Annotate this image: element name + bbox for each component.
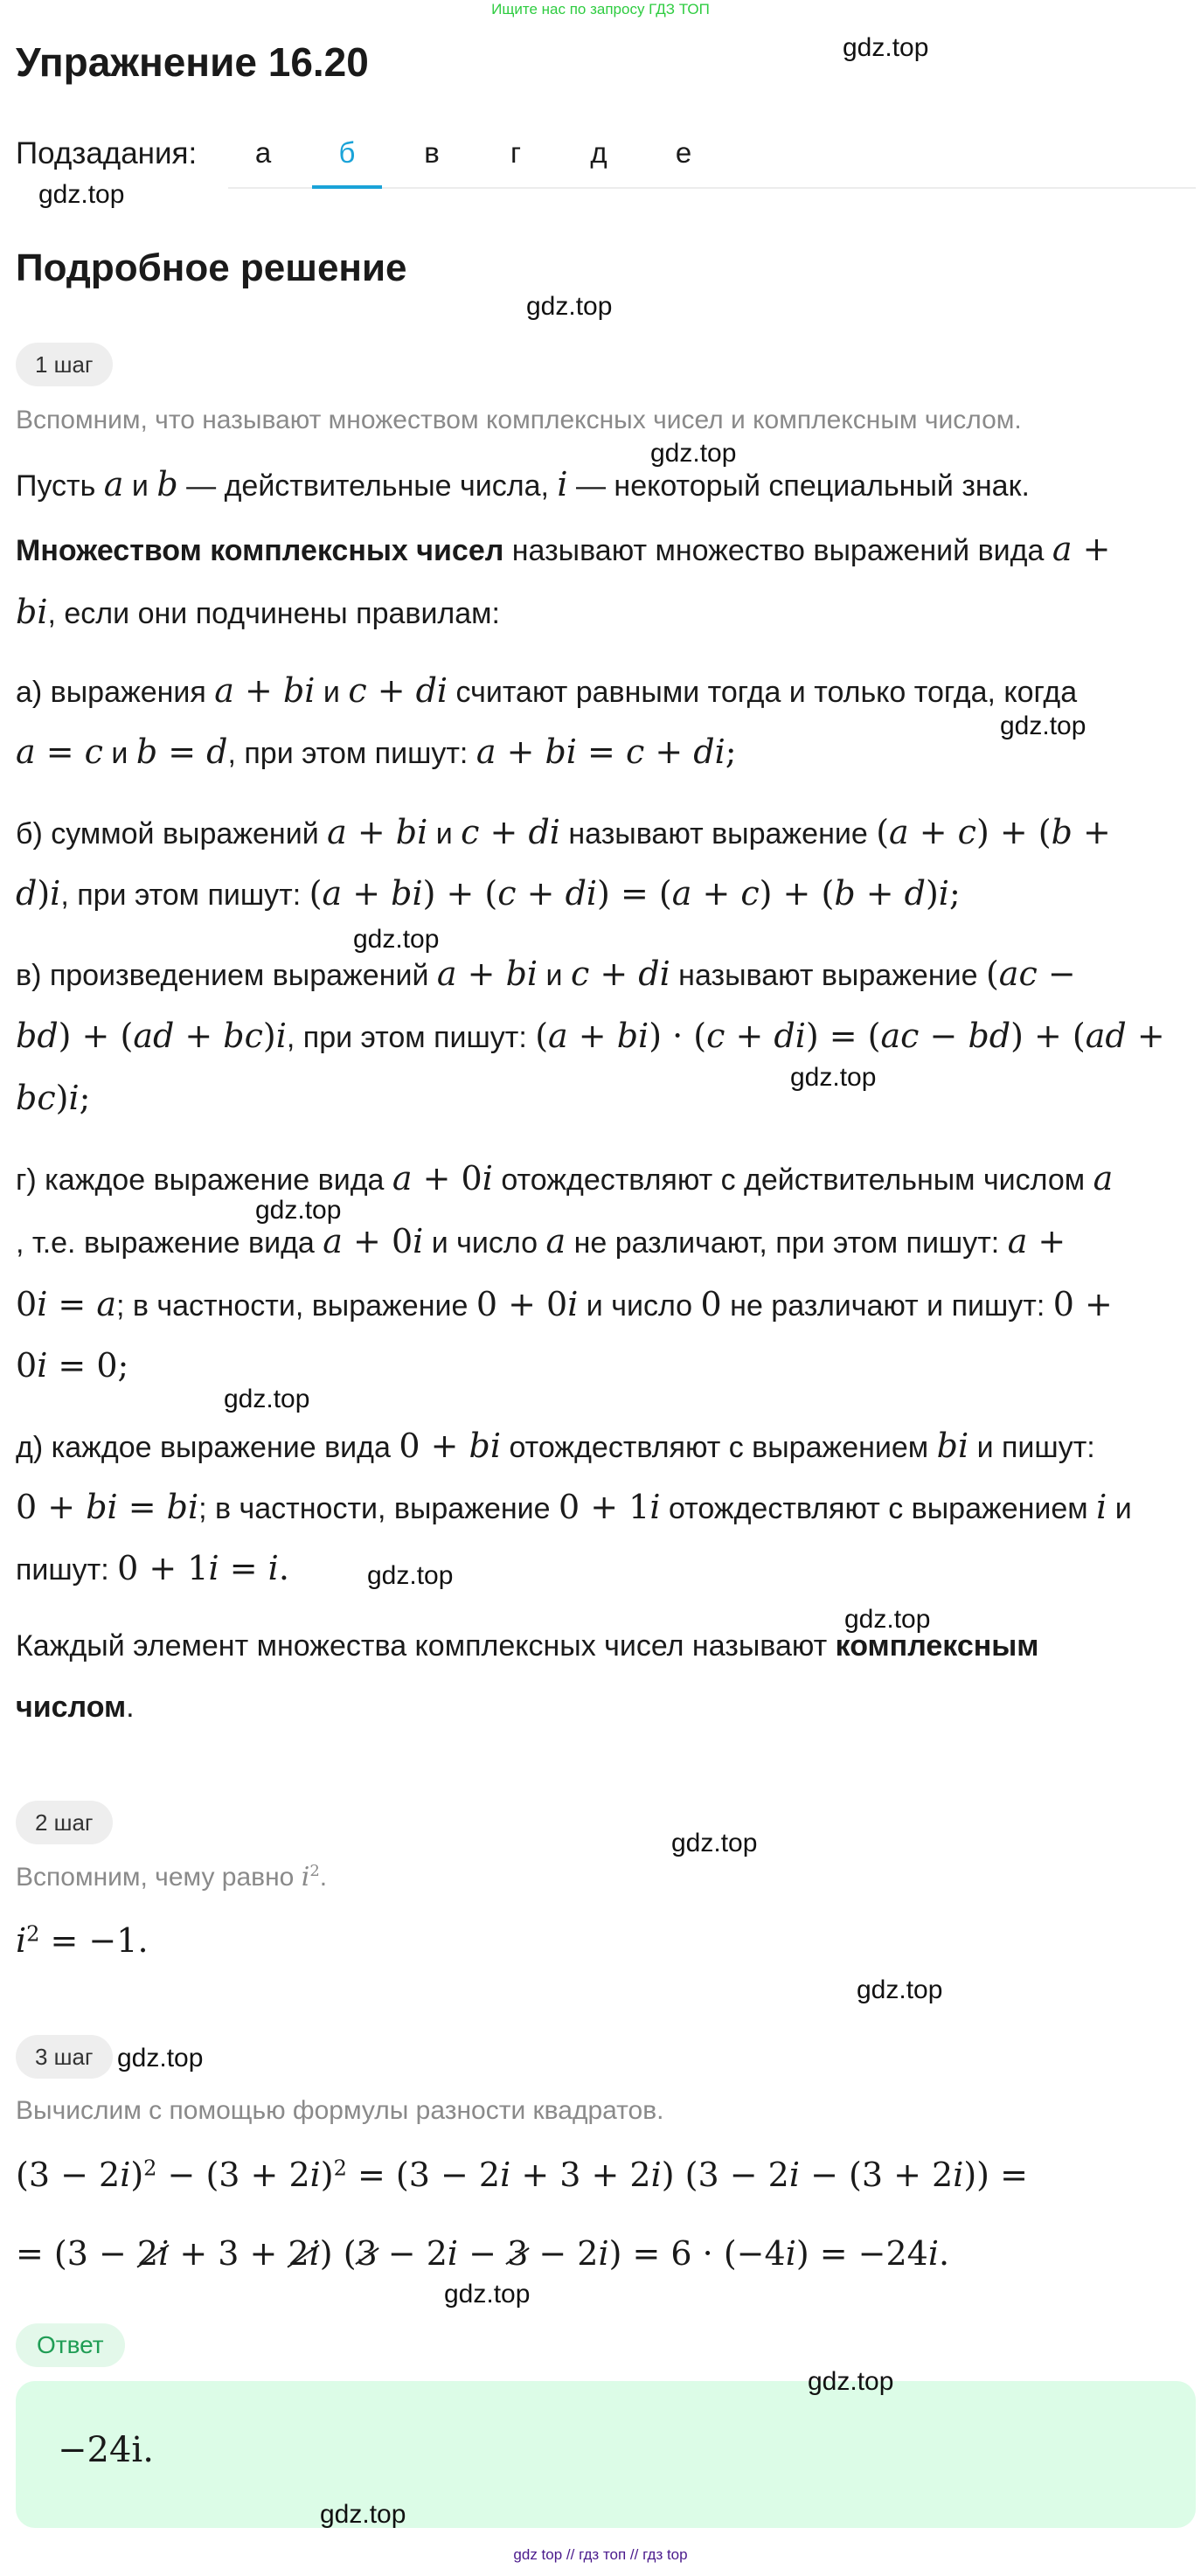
answer-value: −24i. <box>58 2430 154 2470</box>
definition-line-1: Множеством комплексных чисел называют множество выражений вида a + <box>16 530 1111 568</box>
rule-g-line-1: г) каждое выражение вида a + 0i отождествляют с действительным числом a <box>16 1159 1114 1198</box>
tab-a[interactable]: а <box>254 136 272 169</box>
rule-d-line-1: д) каждое выражение вида 0 + bi отождествляют с выражением bi и пишут: <box>16 1427 1095 1465</box>
conclusion-line-1: Каждый элемент множества комплексных чисел называют комплексным <box>16 1629 1039 1663</box>
watermark: gdz.top <box>808 2367 894 2396</box>
watermark: gdz.top <box>1000 712 1086 740</box>
subtasks-bar <box>16 131 1196 189</box>
rule-v-line-2: bd) + (ad + bc)i, при этом пишут: (a + bi) · (c + di) = (ac − bd) + (ad + <box>16 1017 1165 1055</box>
answer-box <box>16 2381 1196 2528</box>
definition-line-2: bi, если они подчинены правилам: <box>16 593 501 631</box>
answer-badge: Ответ <box>16 2323 125 2367</box>
watermark: gdz.top <box>843 33 929 62</box>
calc-line-1: $(3 - 2i)^2 - (3 + 2i)^2 = (3 - 2i + 3 + 2i)$ (3 − 2i − (3 + 2i)) = <box>16 2156 1028 2194</box>
footer-links[interactable]: gdz top // гдз топ // гдз top <box>513 2546 688 2563</box>
watermark: gdz.top <box>857 1975 943 2004</box>
watermark: gdz.top <box>650 439 737 468</box>
top-banner[interactable]: Ищите нас по запросу ГДЗ ТОП <box>491 1 710 17</box>
rule-b-line-2: d)i, при этом пишут: (a + bi) + (c + di) = (a + c) + (b + d)i; <box>16 874 961 913</box>
watermark: gdz.top <box>224 1385 310 1413</box>
step-2-hint: Вспомним, чему равно $i^2$. <box>16 1862 328 1892</box>
rule-a-line-1: а) выражения a + bi и c + di считают равными тогда и только тогда, когда <box>16 671 1078 710</box>
rule-g-line-4: 0i = 0; <box>16 1346 129 1385</box>
calc-line-2: = (3 − 2i + 3 + 2i) (3 − 2i − 3 − 2i) = 6 · (−4i) = −24i. <box>16 2234 950 2273</box>
step-3-hint: Вычислим с помощью формулы разности квадратов. <box>16 2096 664 2125</box>
watermark: gdz.top <box>320 2500 406 2529</box>
i-squared-formula: $i^2 = -1$. <box>16 1921 149 1960</box>
rule-g-line-3: 0i = a; в частности, выражение 0 + 0i и число 0 не различают и пишут: 0 + <box>16 1285 1113 1323</box>
subtask-tabs <box>228 131 1196 189</box>
watermark: gdz.top <box>844 1605 931 1634</box>
watermark: gdz.top <box>444 2280 531 2309</box>
watermark: gdz.top <box>790 1063 877 1092</box>
watermark: gdz.top <box>255 1196 342 1225</box>
page-title: Упражнение 16.20 <box>16 39 369 85</box>
rule-g-line-2: , т.е. выражение вида a + 0i и число a не различают, при этом пишут: a + <box>16 1222 1066 1260</box>
rule-a-line-2: a = c и b = d, при этом пишут: a + bi = c + di; <box>16 733 737 771</box>
tab-e[interactable]: е <box>675 136 692 169</box>
solution-title: Подробное решение <box>16 246 407 289</box>
watermark: gdz.top <box>38 180 125 209</box>
watermark: gdz.top <box>367 1561 454 1590</box>
watermark: gdz.top <box>671 1829 758 1857</box>
step-1-hint: Вспомним, что называют множеством комплексных чисел и комплексным числом. <box>16 406 1022 434</box>
conclusion-line-2: числом. <box>16 1691 135 1724</box>
tab-v[interactable]: в <box>424 136 440 169</box>
tab-g[interactable]: г <box>510 136 522 169</box>
tab-b[interactable]: б <box>312 136 382 189</box>
rule-d-line-2: 0 + bi = bi; в частности, выражение 0 + 1i отождествляют с выражением i и <box>16 1488 1132 1526</box>
watermark: gdz.top <box>117 2044 204 2073</box>
step-3-badge: 3 шаг <box>16 2035 113 2079</box>
watermark: gdz.top <box>353 925 440 954</box>
watermark: gdz.top <box>526 292 613 321</box>
rule-d-line-3: пишут: 0 + 1i = i. <box>16 1549 289 1587</box>
tab-d[interactable]: д <box>590 136 607 169</box>
step-1-let-line: Пусть a и b — действительные числа, i — некоторый специальный знак. <box>16 465 1030 503</box>
subtasks-label: Подзадания: <box>16 136 198 170</box>
rule-v-line-1: в) произведением выражений a + bi и c + di называют выражение (ac − <box>16 955 1076 993</box>
rule-b-line-1: б) суммой выражений a + bi и c + di называют выражение (a + c) + (b + <box>16 813 1111 851</box>
step-1-badge: 1 шаг <box>16 343 113 386</box>
step-2-badge: 2 шаг <box>16 1801 113 1844</box>
rule-v-line-3: bc)i; <box>16 1079 91 1117</box>
